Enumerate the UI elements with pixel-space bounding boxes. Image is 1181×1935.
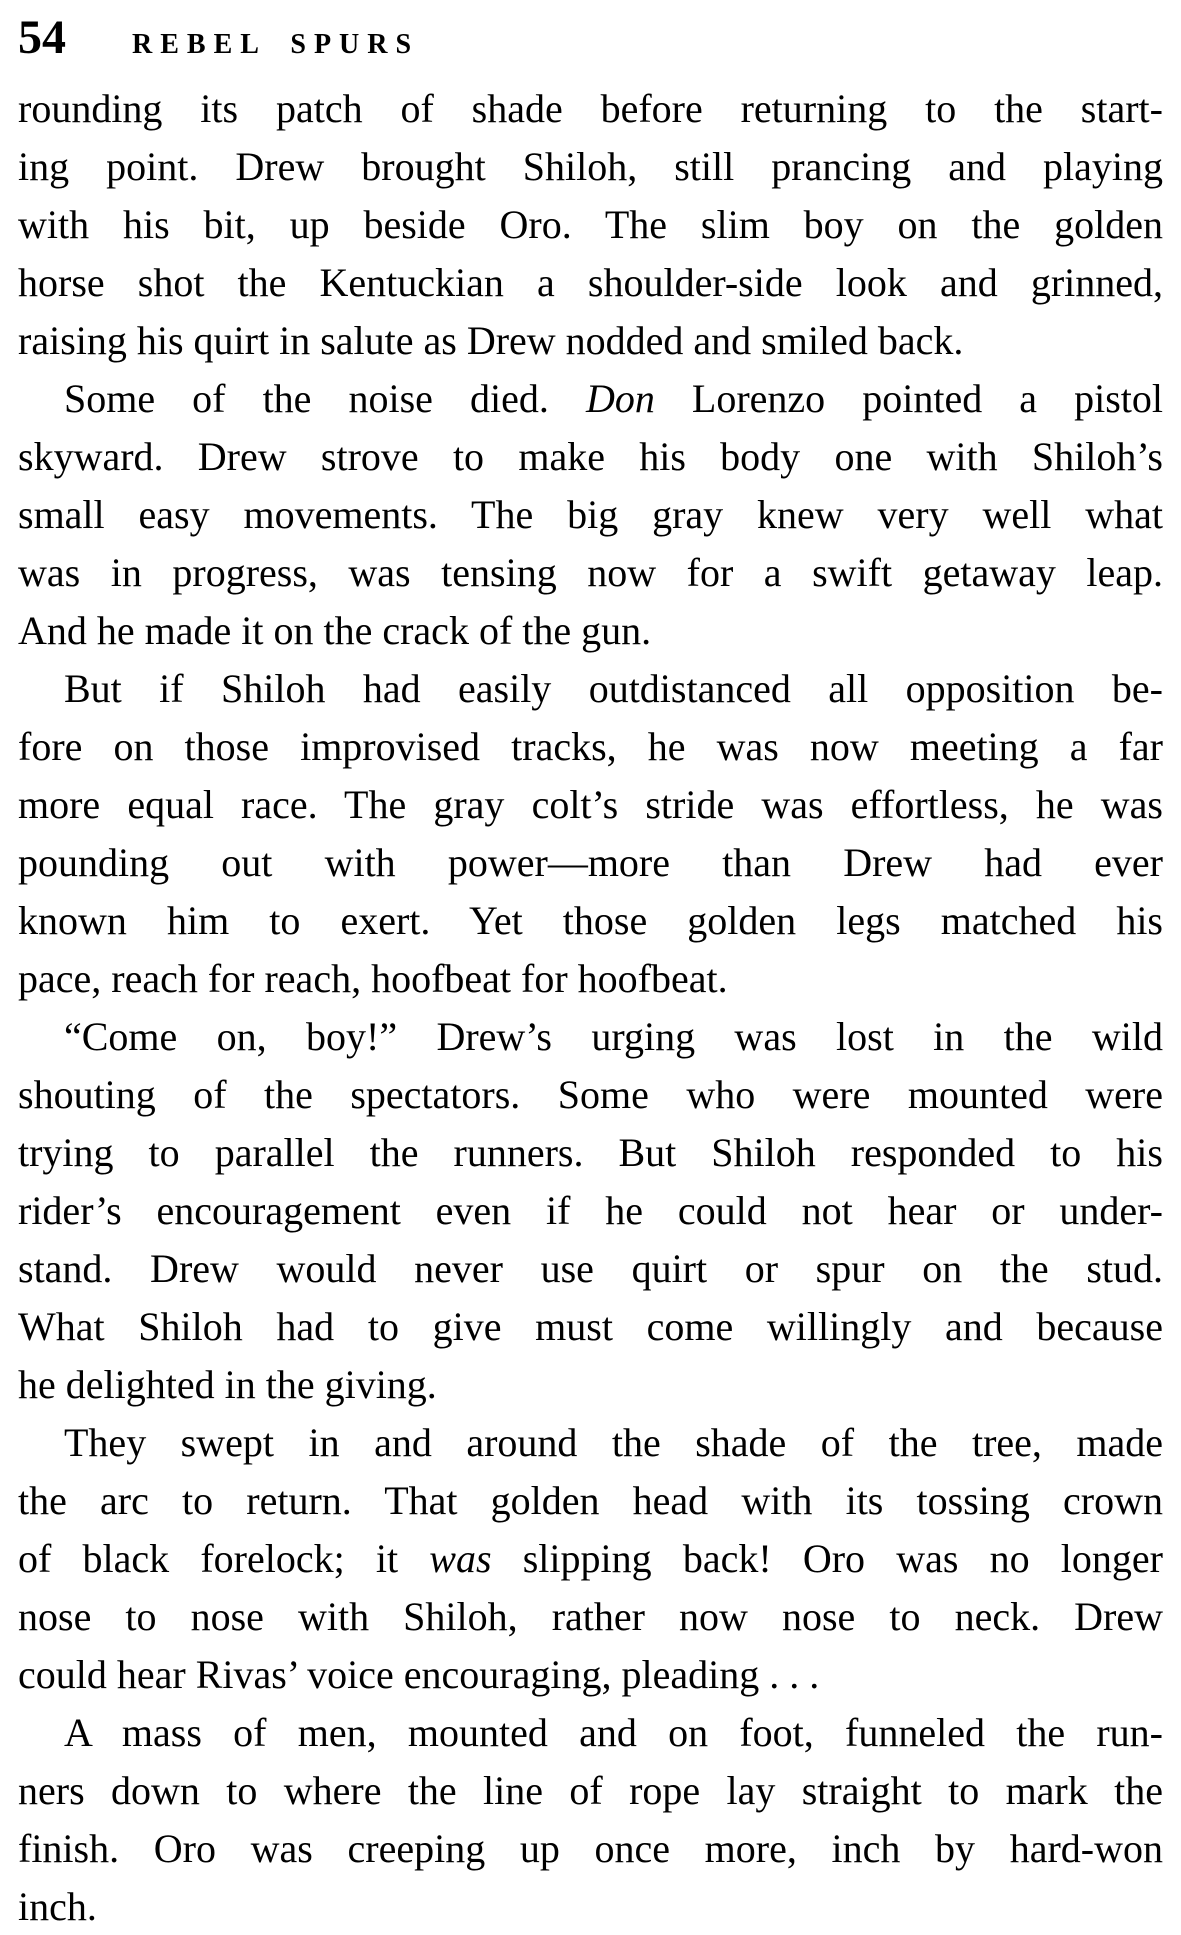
text-line	[18, 776, 1163, 834]
text-line	[18, 950, 1163, 1008]
text-segment: rider’s encouragement even if he could not hear or under-	[18, 1188, 1163, 1233]
text-line	[18, 1472, 1163, 1530]
text-line	[18, 428, 1163, 486]
text-line	[18, 1298, 1163, 1356]
text-segment: the arc to return. That golden head with its tossing crown	[18, 1478, 1163, 1523]
text-line	[18, 1588, 1163, 1646]
text-line	[18, 1356, 1163, 1414]
text-segment: They swept in and around the shade of the tree, made	[64, 1420, 1163, 1465]
text-segment: And he made it on the crack of the gun.	[18, 608, 652, 653]
page-body-text	[18, 80, 1163, 1935]
text-line	[18, 892, 1163, 950]
text-segment: he delighted in the giving.	[18, 1362, 437, 1407]
text-segment: was in progress, was tensing now for a swift getaway leap.	[18, 550, 1163, 595]
text-segment: But if Shiloh had easily outdistanced all opposition be-	[64, 666, 1163, 711]
text-line	[18, 312, 1163, 370]
text-segment: more equal race. The gray colt’s stride was effortless, he was	[18, 782, 1163, 827]
text-line	[18, 1878, 1163, 1935]
text-segment: small easy movements. The big gray knew very well what	[18, 492, 1163, 537]
text-segment: shouting of the spectators. Some who were mounted were	[18, 1072, 1163, 1117]
text-segment: Lorenzo pointed a pistol	[654, 376, 1163, 421]
text-segment: nose to nose with Shiloh, rather now nose to neck. Drew	[18, 1594, 1163, 1639]
text-segment: “Come on, boy!” Drew’s urging was lost in the wild	[64, 1014, 1163, 1059]
text-segment: rounding its patch of shade before returning to the start-	[18, 86, 1163, 131]
text-line	[18, 486, 1163, 544]
text-segment: slipping back! Oro was no longer	[491, 1536, 1163, 1581]
text-line	[18, 1646, 1163, 1704]
text-segment: A mass of men, mounted and on foot, funneled the run-	[64, 1710, 1163, 1755]
text-line	[18, 196, 1163, 254]
text-segment: skyward. Drew strove to make his body one with Shiloh’s	[18, 434, 1163, 479]
text-line	[18, 1820, 1163, 1878]
text-line	[18, 718, 1163, 776]
text-line	[18, 660, 1163, 718]
text-segment: stand. Drew would never use quirt or spur on the stud.	[18, 1246, 1163, 1291]
text-line	[18, 138, 1163, 196]
text-line	[18, 1182, 1163, 1240]
text-segment: known him to exert. Yet those golden legs matched his	[18, 898, 1163, 943]
text-segment: Some of the noise died.	[64, 376, 586, 421]
text-line	[18, 370, 1163, 428]
text-line	[18, 1530, 1163, 1588]
italic-text-segment: Don	[585, 376, 655, 421]
text-line	[18, 1124, 1163, 1182]
text-line	[18, 1240, 1163, 1298]
text-line	[18, 1008, 1163, 1066]
text-segment: What Shiloh had to give must come willingly and because	[18, 1304, 1163, 1349]
text-line	[18, 1704, 1163, 1762]
text-segment: inch.	[18, 1884, 97, 1929]
text-segment: ners down to where the line of rope lay straight to mark the	[18, 1768, 1163, 1813]
text-line	[18, 1414, 1163, 1472]
running-title: REBEL SPURS	[132, 29, 420, 60]
text-segment: trying to parallel the runners. But Shiloh responded to his	[18, 1130, 1163, 1175]
text-segment: of black forelock; it	[18, 1536, 430, 1581]
page-number: 54	[18, 11, 66, 64]
text-segment: finish. Oro was creeping up once more, inch by hard-won	[18, 1826, 1163, 1871]
text-segment: could hear Rivas’ voice encouraging, pleading . . .	[18, 1652, 820, 1697]
text-segment: horse shot the Kentuckian a shoulder-side look and grinned,	[18, 260, 1163, 305]
text-segment: with his bit, up beside Oro. The slim boy on the golden	[18, 202, 1163, 247]
text-segment: pace, reach for reach, hoofbeat for hoofbeat.	[18, 956, 728, 1001]
italic-text-segment: was	[429, 1536, 492, 1581]
text-line	[18, 1066, 1163, 1124]
text-line	[18, 80, 1163, 138]
page-header	[18, 11, 1163, 66]
text-segment: fore on those improvised tracks, he was now meeting a far	[18, 724, 1163, 769]
text-segment: ing point. Drew brought Shiloh, still prancing and playing	[18, 144, 1163, 189]
text-segment: raising his quirt in salute as Drew nodded and smiled back.	[18, 318, 964, 363]
text-line	[18, 834, 1163, 892]
text-line	[18, 254, 1163, 312]
text-line	[18, 544, 1163, 602]
text-line	[18, 602, 1163, 660]
text-segment: pounding out with power—more than Drew had ever	[18, 840, 1163, 885]
text-line	[18, 1762, 1163, 1820]
